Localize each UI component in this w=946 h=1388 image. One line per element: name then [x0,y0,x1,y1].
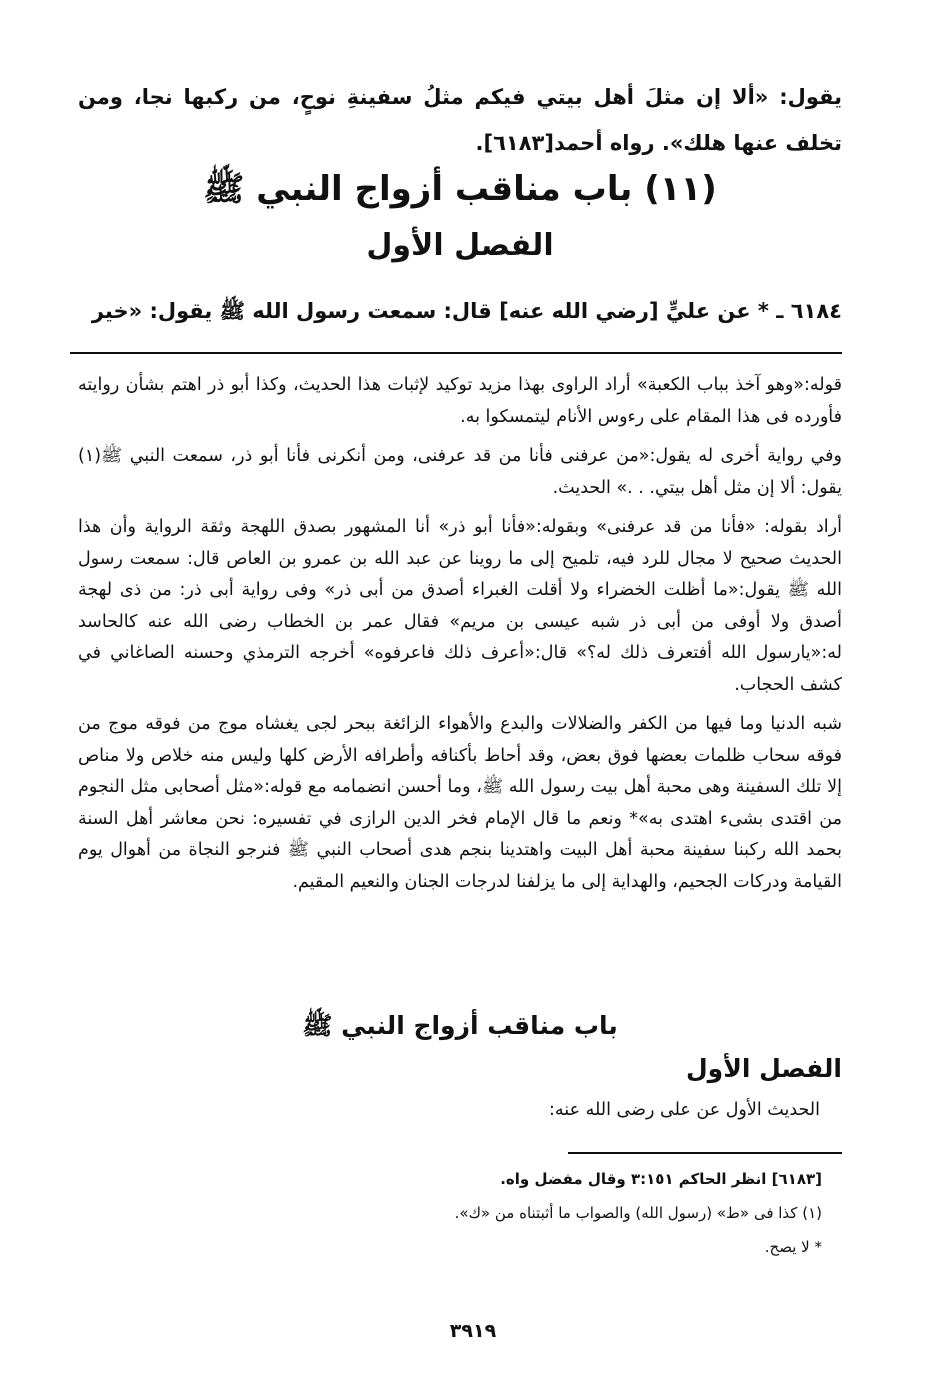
commentary-intro: الحديث الأول عن على رضى الله عنه: [549,1100,820,1120]
section-title: الفصل الأول [366,228,554,263]
page-number: ٣٩١٩ [449,1320,497,1342]
commentary-section-heading: الفصل الأول [685,1054,842,1083]
chapter-title: (١١) باب مناقب أزواج النبي ﷺ [203,169,717,209]
footnote: (١) كذا فى «ط» (رسول الله) والصواب ما أثبتناه من «ك». [454,1204,822,1222]
commentary [78,370,842,906]
main-divider [70,352,842,354]
commentary-paragraph: شبه الدنيا وما فيها من الكفر والضلالات والبدع والأهواء الزائغة ببحر لجى يغشاه موج من فوقه موج من فوقه سحاب ظلمات بعضها فوق بعض، وقد أحاط بأكنافه وأطرافه الأرض كلها وليس منه خلاص ولا مناص إلا تلك السفينة وهى محبة أهل بيت رسول الله ﷺ، وما أحسن انضمامه مع قوله:«مثل أصحابى مثل النجوم من اقتدى بشىء اهتدى به»* ونعم ما قال الإمام فخر الدين الرازى في تفسيره: نحن معاشر أهل السنة بحمد الله ركبنا سفينة محبة أهل البيت واهتدينا بنجم هدى أصحاب النبي ﷺ فنرجو النجاة من أهوال يوم القيامة ودركات الجحيم، والهداية إلى ما يزلفنا لدرجات الجنان والنعيم المقيم. [78,714,842,892]
footnote-divider [568,1152,842,1154]
commentary-paragraph: قوله:«وهو آخذ بباب الكعبة» أراد الراوى بهذا مزيد توكيد لإثبات هذا الحديث، وكذا أبو ذر اهتم بشأن روايته فأورده فى هذا المقام على رءوس الأنام ليتمسكوا به. [78,375,842,427]
top-hadith-text: يقول: «ألا إن مثلَ أهل بيتي فيكم مثلُ سفينةِ نوحٍ، من ركبها نجا، ومن تخلف عنها هلك». رواه أحمد[٦١٨٣]. [78,85,842,155]
footnote: [٦١٨٣] انظر الحاكم ٣:١٥١ وقال مفضل واه. [500,1170,822,1188]
commentary-paragraph: وفي رواية أخرى له يقول:«من عرفنى فأنا من قد عرفنى، ومن أنكرنى فأنا أبو ذر، سمعت النبي ﷺ(١) يقول: ألا إن مثل أهل بيتي. . .» الحديث. [78,446,842,498]
commentary-chapter-heading: باب مناقب أزواج النبي ﷺ [302,1011,618,1040]
hadith-line: ٦١٨٤ ـ * عن عليٍّ [رضي الله عنه] قال: سمعت رسول الله ﷺ يقول: «خير [91,299,842,323]
commentary-paragraph: أراد بقوله: «فأنا من قد عرفنى» وبقوله:«فأنا أبو ذر» أنا المشهور بصدق اللهجة وثقة الرواية وأن هذا الحديث صحيح لا مجال للرد فيه، تلميح إلى ما روينا عن عبد الله بن عمرو بن العاص قال: سمعت رسول الله ﷺ يقول:«ما أظلت الخضراء ولا أقلت الغبراء أصدق من أبى ذر» وفى رواية أبى ذر: من ذى لهجة أصدق ولا أوفى من أبى ذر شبه عيسى بن مريم» فقال عمر بن الخطاب رضى الله عنه كالحاسد له:«يارسول الله أفتعرف ذلك له؟» قال:«أعرف ذلك فاعرفوه» أخرجه الترمذي وحسنه الصاغاني في كشف الحجاب. [78,517,842,695]
footnotes [78,1168,822,1270]
footnote: * لا يصح. [764,1238,822,1256]
